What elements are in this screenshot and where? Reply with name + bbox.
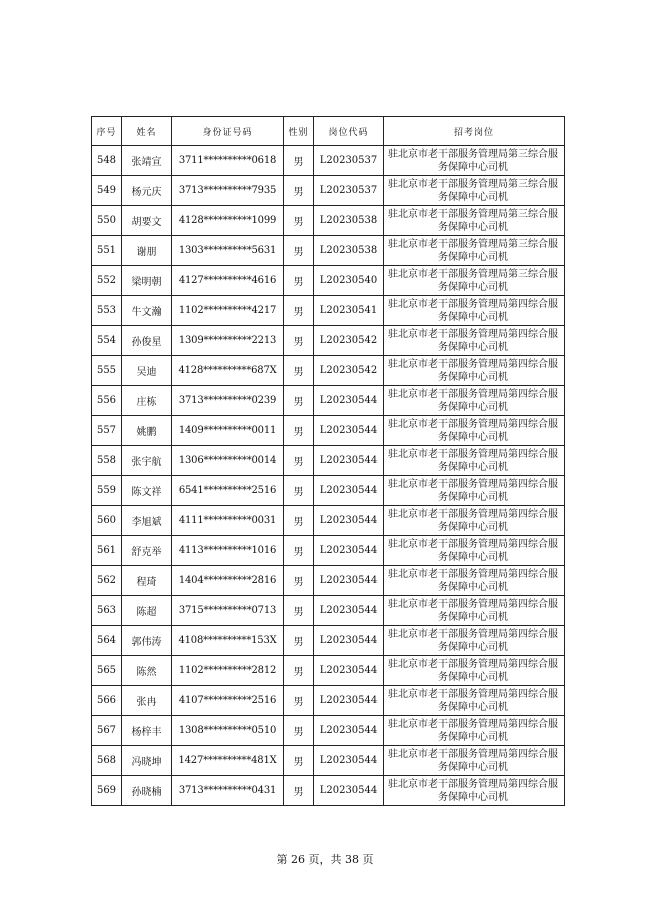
- cell-position-code: L20230540: [314, 266, 384, 296]
- cell-gender: 男: [284, 356, 314, 386]
- cell-position-code: L20230544: [314, 566, 384, 596]
- cell-id-number: 3713**********0239: [172, 386, 284, 416]
- table-row: [92, 776, 565, 806]
- cell-position: [384, 416, 565, 446]
- cell-position: [384, 716, 565, 746]
- cell-id-number: 1404**********2816: [172, 566, 284, 596]
- cell-name: 张冉: [122, 686, 172, 716]
- cell-id-number: 4107**********2516: [172, 686, 284, 716]
- table-row: [92, 566, 565, 596]
- position-text: 驻北京市老干部服务管理局第四综合服务保障中心司机: [388, 358, 558, 383]
- cell-name: 庄栋: [122, 386, 172, 416]
- cell-gender: 男: [284, 716, 314, 746]
- header-id-number: 身份证号码: [172, 117, 284, 146]
- cell-name: 胡要文: [122, 206, 172, 236]
- cell-name: 程琦: [122, 566, 172, 596]
- cell-position: [384, 686, 565, 716]
- cell-name: 杨梓丰: [122, 716, 172, 746]
- cell-id-number: 1308**********0510: [172, 716, 284, 746]
- cell-position: [384, 776, 565, 806]
- cell-serial: 567: [92, 716, 122, 746]
- position-text: 驻北京市老干部服务管理局第四综合服务保障中心司机: [388, 718, 558, 743]
- cell-name: 梁明朝: [122, 266, 172, 296]
- cell-gender: 男: [284, 176, 314, 206]
- cell-name: 郭伟涛: [122, 626, 172, 656]
- position-text: 驻北京市老干部服务管理局第四综合服务保障中心司机: [388, 418, 558, 443]
- cell-serial: 568: [92, 746, 122, 776]
- header-row: [92, 117, 565, 146]
- cell-id-number: 6541**********2516: [172, 476, 284, 506]
- cell-position: [384, 746, 565, 776]
- table-row: [92, 656, 565, 686]
- cell-gender: 男: [284, 626, 314, 656]
- cell-position: [384, 626, 565, 656]
- cell-serial: 550: [92, 206, 122, 236]
- cell-position: [384, 296, 565, 326]
- cell-name: 冯晓坤: [122, 746, 172, 776]
- cell-position: [384, 266, 565, 296]
- roster-table: [91, 116, 565, 806]
- position-text: 驻北京市老干部服务管理局第四综合服务保障中心司机: [388, 748, 558, 773]
- cell-position-code: L20230538: [314, 236, 384, 266]
- cell-position: [384, 656, 565, 686]
- cell-id-number: 4113**********1016: [172, 536, 284, 566]
- cell-position-code: L20230544: [314, 746, 384, 776]
- position-text: 驻北京市老干部服务管理局第三综合服务保障中心司机: [388, 238, 558, 263]
- cell-gender: 男: [284, 416, 314, 446]
- cell-id-number: 4128**********1099: [172, 206, 284, 236]
- cell-serial: 566: [92, 686, 122, 716]
- position-text: 驻北京市老干部服务管理局第四综合服务保障中心司机: [388, 688, 558, 713]
- cell-name: 陈超: [122, 596, 172, 626]
- cell-name: 谢朋: [122, 236, 172, 266]
- table-row: [92, 386, 565, 416]
- table-row: [92, 176, 565, 206]
- position-text: 驻北京市老干部服务管理局第四综合服务保障中心司机: [388, 658, 558, 683]
- position-text: 驻北京市老干部服务管理局第三综合服务保障中心司机: [388, 178, 558, 203]
- cell-gender: 男: [284, 776, 314, 806]
- cell-gender: 男: [284, 266, 314, 296]
- cell-serial: 562: [92, 566, 122, 596]
- table-row: [92, 236, 565, 266]
- cell-gender: 男: [284, 596, 314, 626]
- cell-name: 陈然: [122, 656, 172, 686]
- cell-name: 孙晓楠: [122, 776, 172, 806]
- position-text: 驻北京市老干部服务管理局第四综合服务保障中心司机: [388, 778, 558, 803]
- cell-id-number: 1102**********2812: [172, 656, 284, 686]
- table-row: [92, 446, 565, 476]
- table-row: [92, 746, 565, 776]
- cell-gender: 男: [284, 686, 314, 716]
- cell-serial: 551: [92, 236, 122, 266]
- cell-gender: 男: [284, 206, 314, 236]
- table-row: [92, 506, 565, 536]
- cell-id-number: 1303**********5631: [172, 236, 284, 266]
- cell-position: [384, 506, 565, 536]
- position-text: 驻北京市老干部服务管理局第三综合服务保障中心司机: [388, 208, 558, 233]
- cell-id-number: 3711**********0618: [172, 146, 284, 176]
- position-text: 驻北京市老干部服务管理局第三综合服务保障中心司机: [388, 268, 558, 293]
- cell-serial: 564: [92, 626, 122, 656]
- position-text: 驻北京市老干部服务管理局第四综合服务保障中心司机: [388, 508, 558, 533]
- cell-position-code: L20230544: [314, 536, 384, 566]
- position-text: 驻北京市老干部服务管理局第四综合服务保障中心司机: [388, 448, 558, 473]
- cell-position-code: L20230542: [314, 326, 384, 356]
- cell-id-number: 4127**********4616: [172, 266, 284, 296]
- cell-position: [384, 326, 565, 356]
- cell-serial: 561: [92, 536, 122, 566]
- page-number: 第 26 页，共 38 页: [276, 853, 374, 866]
- cell-position: [384, 536, 565, 566]
- cell-gender: 男: [284, 236, 314, 266]
- cell-serial: 554: [92, 326, 122, 356]
- cell-name: 张靖宣: [122, 146, 172, 176]
- position-text: 驻北京市老干部服务管理局第四综合服务保障中心司机: [388, 328, 558, 353]
- cell-name: 张宇航: [122, 446, 172, 476]
- cell-gender: 男: [284, 506, 314, 536]
- cell-position-code: L20230544: [314, 656, 384, 686]
- cell-position-code: L20230544: [314, 386, 384, 416]
- cell-gender: 男: [284, 326, 314, 356]
- cell-position-code: L20230537: [314, 146, 384, 176]
- cell-id-number: 4111**********0031: [172, 506, 284, 536]
- cell-serial: 555: [92, 356, 122, 386]
- position-text: 驻北京市老干部服务管理局第四综合服务保障中心司机: [388, 568, 558, 593]
- cell-position-code: L20230538: [314, 206, 384, 236]
- header-position-code: 岗位代码: [314, 117, 384, 146]
- cell-position-code: L20230544: [314, 776, 384, 806]
- cell-position-code: L20230544: [314, 626, 384, 656]
- position-text: 驻北京市老干部服务管理局第四综合服务保障中心司机: [388, 538, 558, 563]
- cell-id-number: 1427**********481X: [172, 746, 284, 776]
- cell-serial: 549: [92, 176, 122, 206]
- table-row: [92, 416, 565, 446]
- cell-position: [384, 446, 565, 476]
- cell-position: [384, 386, 565, 416]
- cell-serial: 548: [92, 146, 122, 176]
- position-text: 驻北京市老干部服务管理局第三综合服务保障中心司机: [388, 148, 558, 173]
- cell-position-code: L20230544: [314, 596, 384, 626]
- position-text: 驻北京市老干部服务管理局第四综合服务保障中心司机: [388, 598, 558, 623]
- cell-position: [384, 566, 565, 596]
- cell-gender: 男: [284, 746, 314, 776]
- cell-serial: 560: [92, 506, 122, 536]
- position-text: 驻北京市老干部服务管理局第四综合服务保障中心司机: [388, 298, 558, 323]
- cell-id-number: 3713**********0431: [172, 776, 284, 806]
- table-row: [92, 326, 565, 356]
- table-row: [92, 146, 565, 176]
- cell-name: 牛文瀚: [122, 296, 172, 326]
- cell-id-number: 1309**********2213: [172, 326, 284, 356]
- cell-serial: 558: [92, 446, 122, 476]
- table-row: [92, 716, 565, 746]
- cell-position-code: L20230544: [314, 416, 384, 446]
- table-row: [92, 296, 565, 326]
- cell-serial: 553: [92, 296, 122, 326]
- cell-position-code: L20230544: [314, 506, 384, 536]
- cell-serial: 557: [92, 416, 122, 446]
- cell-gender: 男: [284, 446, 314, 476]
- table-row: [92, 626, 565, 656]
- cell-position-code: L20230544: [314, 716, 384, 746]
- header-name: 姓名: [122, 117, 172, 146]
- table-row: [92, 476, 565, 506]
- cell-serial: 556: [92, 386, 122, 416]
- cell-position: [384, 596, 565, 626]
- cell-id-number: 3715**********0713: [172, 596, 284, 626]
- cell-name: 杨元庆: [122, 176, 172, 206]
- cell-name: 吴迪: [122, 356, 172, 386]
- cell-gender: 男: [284, 146, 314, 176]
- cell-id-number: 1306**********0014: [172, 446, 284, 476]
- header-gender: 性别: [284, 117, 314, 146]
- cell-position-code: L20230537: [314, 176, 384, 206]
- header-serial: 序号: [92, 117, 122, 146]
- cell-position: [384, 176, 565, 206]
- table-row: [92, 206, 565, 236]
- table-row: [92, 536, 565, 566]
- cell-position: [384, 146, 565, 176]
- cell-position: [384, 356, 565, 386]
- cell-serial: 565: [92, 656, 122, 686]
- cell-position: [384, 476, 565, 506]
- cell-id-number: 1409**********0011: [172, 416, 284, 446]
- position-text: 驻北京市老干部服务管理局第四综合服务保障中心司机: [388, 628, 558, 653]
- position-text: 驻北京市老干部服务管理局第四综合服务保障中心司机: [388, 478, 558, 503]
- cell-gender: 男: [284, 656, 314, 686]
- cell-gender: 男: [284, 476, 314, 506]
- cell-gender: 男: [284, 386, 314, 416]
- cell-id-number: 4108**********153X: [172, 626, 284, 656]
- cell-position-code: L20230541: [314, 296, 384, 326]
- cell-position-code: L20230542: [314, 356, 384, 386]
- cell-serial: 559: [92, 476, 122, 506]
- table-row: [92, 356, 565, 386]
- table-row: [92, 266, 565, 296]
- position-text: 驻北京市老干部服务管理局第四综合服务保障中心司机: [388, 388, 558, 413]
- cell-name: 舒克举: [122, 536, 172, 566]
- cell-serial: 569: [92, 776, 122, 806]
- cell-serial: 563: [92, 596, 122, 626]
- cell-gender: 男: [284, 566, 314, 596]
- cell-id-number: 3713**********7935: [172, 176, 284, 206]
- header-position: 招考岗位: [384, 117, 565, 146]
- cell-id-number: 1102**********4217: [172, 296, 284, 326]
- cell-name: 姚鹏: [122, 416, 172, 446]
- cell-serial: 552: [92, 266, 122, 296]
- cell-gender: 男: [284, 296, 314, 326]
- table-row: [92, 686, 565, 716]
- cell-position: [384, 206, 565, 236]
- cell-name: 孙俊星: [122, 326, 172, 356]
- cell-id-number: 4128**********687X: [172, 356, 284, 386]
- cell-gender: 男: [284, 536, 314, 566]
- cell-position: [384, 236, 565, 266]
- cell-position-code: L20230544: [314, 476, 384, 506]
- table-row: [92, 596, 565, 626]
- cell-position-code: L20230544: [314, 446, 384, 476]
- cell-name: 陈文祥: [122, 476, 172, 506]
- cell-name: 李旭斌: [122, 506, 172, 536]
- cell-position-code: L20230544: [314, 686, 384, 716]
